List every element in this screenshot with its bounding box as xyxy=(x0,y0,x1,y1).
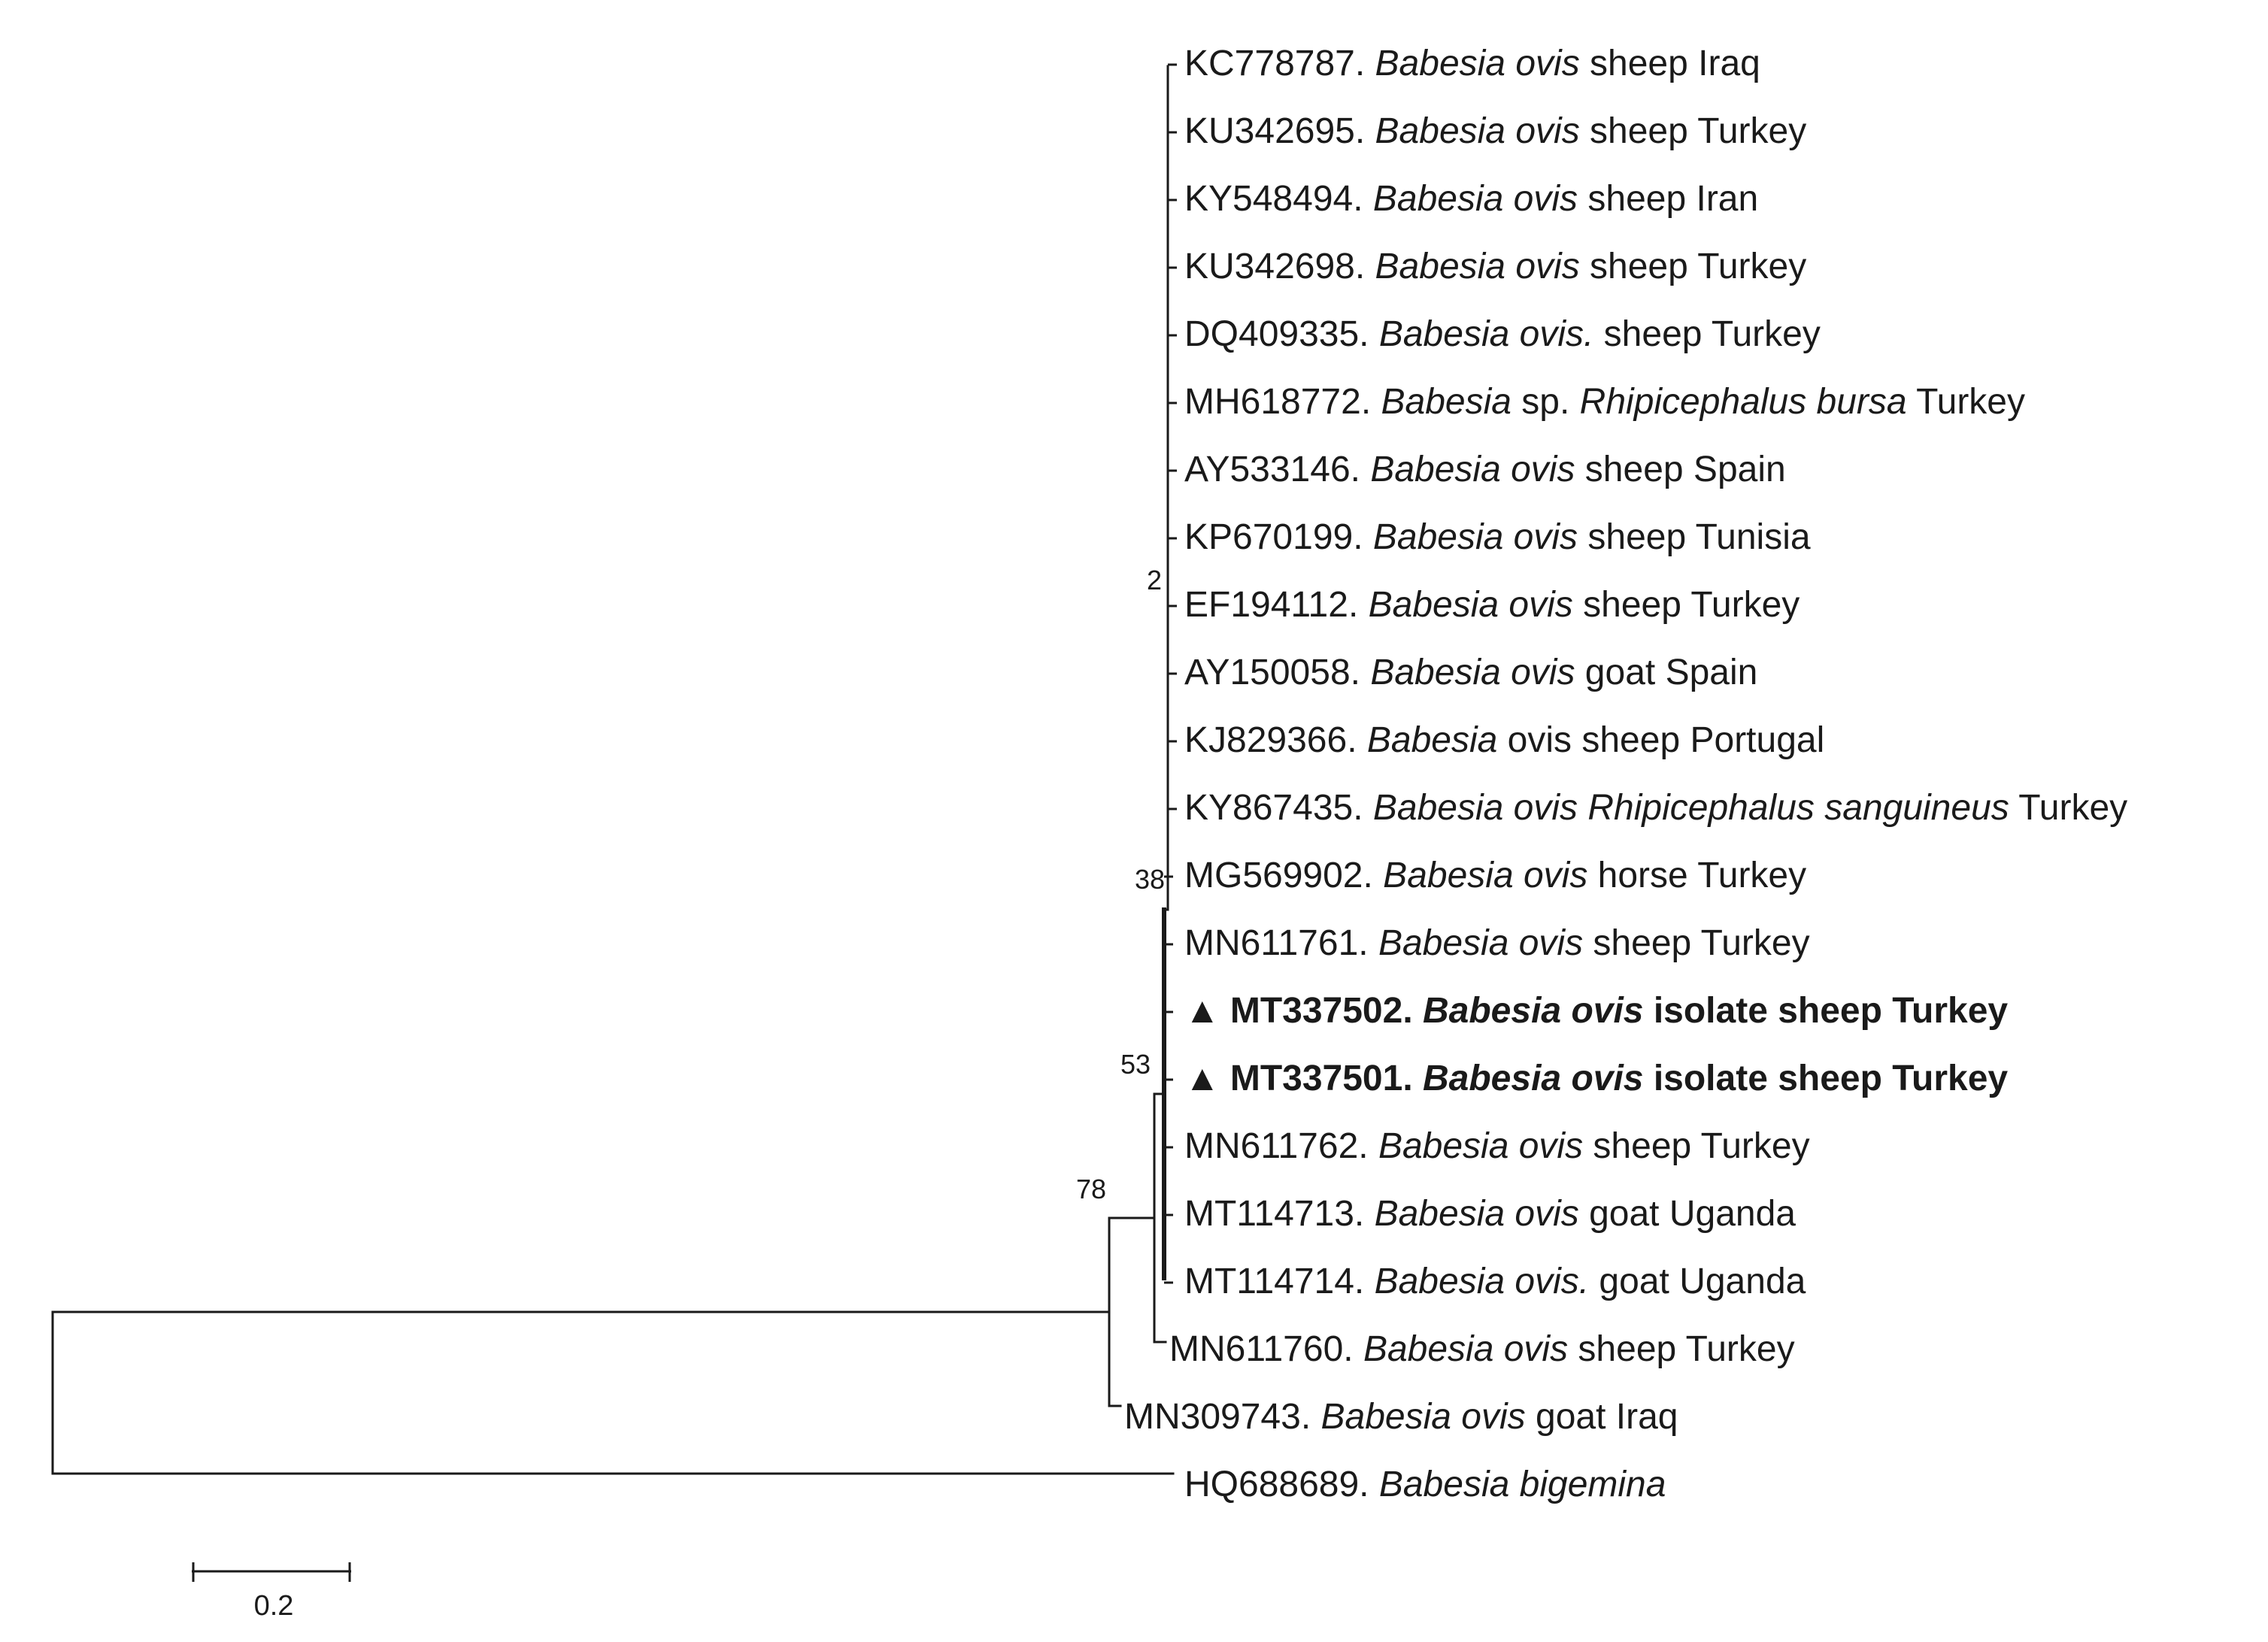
species-name: Babesia ovis xyxy=(1423,1059,1644,1098)
taxon-label xyxy=(1184,111,1806,151)
bootstrap-node-38: 38 xyxy=(1134,864,1165,895)
taxon-labels xyxy=(1124,44,2127,1504)
taxon-label xyxy=(1184,247,1806,286)
taxon-detail: ovis sheep Portugal xyxy=(1497,720,1825,760)
taxon-label xyxy=(1184,720,1824,760)
taxon-label xyxy=(1184,450,1786,489)
taxon-label xyxy=(1184,382,2025,422)
taxon-label xyxy=(1184,788,2127,828)
taxon-label xyxy=(1184,1262,1806,1301)
taxon-label xyxy=(1169,1329,1795,1369)
taxon-detail: goat Uganda xyxy=(1578,1194,1796,1234)
tree-branches xyxy=(53,66,1173,1474)
taxon-detail: Turkey xyxy=(1906,382,2025,422)
species-name: Babesia ovis xyxy=(1372,517,1578,557)
accession-number: MT337501. xyxy=(1230,1059,1423,1098)
taxon-detail: goat Uganda xyxy=(1589,1262,1806,1301)
species-name: Babesia ovis xyxy=(1370,450,1575,489)
species-name: Babesia ovis xyxy=(1378,1126,1584,1166)
accession-number: AY150058. xyxy=(1184,653,1371,692)
species-name: Babesia ovis. xyxy=(1374,1262,1590,1301)
accession-number: KY867435. xyxy=(1184,788,1373,828)
taxon-detail: sp. xyxy=(1511,382,1580,422)
species-name: Babesia ovis xyxy=(1375,44,1580,83)
taxon-label xyxy=(1184,585,1800,625)
taxon-detail: sheep Iraq xyxy=(1579,44,1760,83)
bootstrap-node-78: 78 xyxy=(1075,1174,1106,1204)
accession-number: KY548494. xyxy=(1184,179,1373,219)
taxon-label xyxy=(1184,1126,1810,1166)
species-name: Babesia ovis xyxy=(1320,1397,1526,1437)
taxon-detail: Turkey xyxy=(2009,788,2128,828)
species-name: Babesia ovis Rhipicephalus sanguineus xyxy=(1372,788,2009,828)
species-name: Babesia ovis xyxy=(1374,1194,1579,1234)
taxon-label xyxy=(1184,314,1821,354)
taxon-label xyxy=(1124,1397,1678,1437)
species-name: Babesia ovis xyxy=(1370,653,1575,692)
accession-number: MH618772. xyxy=(1184,382,1381,422)
triangle-marker-icon: ▲ xyxy=(1184,1059,1230,1098)
species-name: Babesia ovis xyxy=(1383,856,1588,895)
species-name: Babesia ovis xyxy=(1378,923,1584,963)
species-name: Babesia ovis xyxy=(1368,585,1573,625)
taxon-label xyxy=(1184,44,1760,83)
accession-number: KJ829366. xyxy=(1184,720,1367,760)
accession-number: MT337502. xyxy=(1230,991,1423,1031)
accession-number: KC778787. xyxy=(1184,44,1375,83)
species-name: Babesia xyxy=(1381,382,1511,422)
scale-bar xyxy=(192,1562,351,1582)
accession-number: EF194112. xyxy=(1184,585,1369,625)
species-name: Rhipicephalus bursa xyxy=(1579,382,1907,422)
taxon-detail: isolate sheep Turkey xyxy=(1643,1059,2009,1098)
taxon-detail: sheep Iran xyxy=(1578,179,1759,219)
taxon-label xyxy=(1184,856,1806,895)
accession-number: KU342698. xyxy=(1184,247,1375,286)
species-name: Babesia ovis xyxy=(1375,247,1580,286)
taxon-label xyxy=(1184,517,1811,557)
taxon-detail: sheep Turkey xyxy=(1579,111,1807,151)
accession-number: MN309743. xyxy=(1124,1397,1321,1437)
taxon-label xyxy=(1184,1059,2008,1098)
scale-bar-label: 0.2 xyxy=(253,1590,294,1622)
species-name: Babesia ovis xyxy=(1375,111,1580,151)
taxon-label xyxy=(1184,1194,1796,1234)
taxon-detail: sheep Turkey xyxy=(1568,1329,1795,1369)
taxon-label xyxy=(1184,923,1810,963)
accession-number: KP670199. xyxy=(1184,517,1373,557)
taxon-label xyxy=(1184,179,1758,219)
taxon-detail: sheep Spain xyxy=(1575,450,1786,489)
accession-number: AY533146. xyxy=(1184,450,1371,489)
species-name: Babesia ovis. xyxy=(1378,314,1594,354)
bootstrap-labels xyxy=(1076,565,1165,1204)
species-name: Babesia xyxy=(1366,720,1498,760)
species-name: Babesia bigemina xyxy=(1378,1465,1666,1504)
taxon-detail: horse Turkey xyxy=(1587,856,1807,895)
taxon-label xyxy=(1184,653,1757,692)
taxon-detail: sheep Turkey xyxy=(1583,923,1810,963)
accession-number: MG569902. xyxy=(1184,856,1384,895)
bootstrap-node-2: 2 xyxy=(1146,565,1162,595)
taxon-detail: sheep Turkey xyxy=(1572,585,1800,625)
taxon-label xyxy=(1184,991,2008,1031)
taxon-detail: sheep Turkey xyxy=(1579,247,1807,286)
triangle-marker-icon: ▲ xyxy=(1184,991,1230,1031)
accession-number: MT114714. xyxy=(1184,1262,1375,1301)
taxon-detail: sheep Turkey xyxy=(1593,314,1821,354)
accession-number: MN611760. xyxy=(1169,1329,1363,1369)
accession-number: MN611762. xyxy=(1184,1126,1378,1166)
species-name: Babesia ovis xyxy=(1363,1329,1569,1369)
bootstrap-node-53: 53 xyxy=(1120,1049,1151,1080)
taxon-detail: goat Spain xyxy=(1575,653,1758,692)
taxon-detail: isolate sheep Turkey xyxy=(1643,991,2009,1031)
species-name: Babesia ovis xyxy=(1372,179,1578,219)
taxon-detail: sheep Tunisia xyxy=(1578,517,1811,557)
taxon-label xyxy=(1184,1465,1666,1504)
taxon-detail: goat Iraq xyxy=(1525,1397,1678,1437)
accession-number: MT114713. xyxy=(1184,1194,1375,1234)
accession-number: DQ409335. xyxy=(1184,314,1379,354)
accession-number: KU342695. xyxy=(1184,111,1375,151)
species-name: Babesia ovis xyxy=(1423,991,1644,1031)
accession-number: HQ688689. xyxy=(1184,1465,1379,1504)
accession-number: MN611761. xyxy=(1184,923,1378,963)
taxon-detail: sheep Turkey xyxy=(1583,1126,1810,1166)
